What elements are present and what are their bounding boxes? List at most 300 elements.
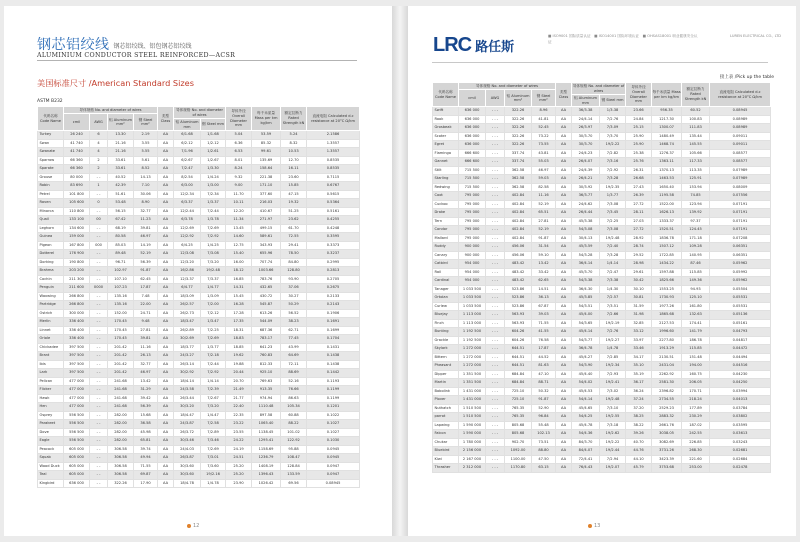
table-cell: 6/3.37: [174, 199, 201, 208]
table-row: [433, 285, 771, 294]
table-cell: 1/3.09: [201, 292, 226, 301]
table-cell: 1825.66: [652, 277, 682, 286]
table-cell: 1/4.78: [201, 479, 226, 488]
table-cell: 322.26: [505, 124, 532, 133]
table-cell: 26/4.21: [572, 175, 600, 184]
table-cell: Gannet: [433, 158, 459, 167]
table-cell: 644.51: [505, 353, 532, 362]
table-cell: 795 000: [459, 217, 486, 226]
table-cell: - - -: [486, 311, 505, 320]
table-cell: 35.19: [626, 370, 652, 379]
table-cell: 18.12: [226, 267, 252, 276]
table-cell: Ibis: [38, 360, 64, 369]
table-cell: 13.45: [226, 224, 252, 233]
table-cell: 7/3.28: [600, 175, 626, 184]
table-cell: 39.74: [134, 445, 158, 454]
table-cell: 1 272 000: [459, 362, 486, 371]
table-cell: Ortolan: [433, 294, 459, 303]
table-cell: 477 000: [64, 386, 90, 395]
table-cell: 33.61: [108, 165, 134, 174]
table-cell: AA: [158, 420, 174, 429]
table-cell: 24/3.87: [174, 420, 201, 429]
table-cell: 30/3.92: [572, 183, 600, 192]
table-row: [433, 464, 771, 473]
table-cell: 1363.11: [652, 158, 682, 167]
table-cell: 902.70: [505, 438, 532, 447]
table-cell: 206.05: [682, 379, 710, 388]
table-cell: 0.05531: [710, 294, 771, 303]
table-cell: 7/3.09: [600, 124, 626, 133]
table-row: [38, 445, 360, 454]
table-cell: 31.59: [626, 302, 652, 311]
table-cell: 45/4.27: [572, 353, 600, 362]
table-cell: 306.58: [108, 471, 134, 480]
table-cell: 171.18: [682, 234, 710, 243]
table-cell: 000: [90, 241, 108, 250]
table-cell: 93.90: [281, 275, 307, 284]
table-cell: 0.4255: [307, 216, 360, 225]
table-row: [38, 207, 360, 216]
table-cell: AA: [556, 251, 572, 260]
table-cell: 7/2.25: [600, 217, 626, 226]
table-cell: Kiwi: [433, 455, 459, 464]
table-cell: 2277.80: [652, 336, 682, 345]
table-cell: - - -: [486, 285, 505, 294]
table-cell: 7/2.57: [600, 294, 626, 303]
table-cell: 26/2.73: [174, 309, 201, 318]
table-cell: 22.00: [134, 301, 158, 310]
table-cell: - - -: [486, 158, 505, 167]
table-cell: 19/2.44: [600, 447, 626, 456]
table-cell: Chukar: [433, 438, 459, 447]
table-cell: 0.03595: [710, 421, 771, 430]
table-cell: 337.74: [505, 158, 532, 167]
table-cell: AA: [556, 336, 572, 345]
table-row: [38, 301, 360, 310]
table-cell: AA: [556, 328, 572, 337]
table-row: [38, 199, 360, 208]
table-cell: - - -: [486, 175, 505, 184]
table-cell: 0.5615: [307, 190, 360, 199]
table-cell: 636 000: [459, 132, 486, 141]
header-row: [433, 83, 771, 90]
col-steel-area: 钢 Steel mm²: [532, 90, 556, 107]
table-cell: 27.03: [626, 217, 652, 226]
table-cell: 31.29: [134, 386, 158, 395]
table-cell: 0.06351: [710, 251, 771, 260]
table-cell: 25.90: [626, 141, 652, 150]
table-cell: 2127.53: [652, 319, 682, 328]
table-cell: AA: [158, 207, 174, 216]
table-cell: 26/2.57: [174, 301, 201, 310]
table-cell: 1/2.12: [201, 139, 226, 148]
table-cell: 7/2.76: [600, 115, 626, 124]
table-cell: 7/3.02: [600, 387, 626, 396]
table-cell: - -: [90, 258, 108, 267]
table-cell: 0.08577: [710, 158, 771, 167]
table-cell: 45/4.40: [572, 370, 600, 379]
table-cell: 954 000: [459, 268, 486, 277]
table-cell: Bunting: [433, 328, 459, 337]
table-cell: 27.81: [532, 217, 556, 226]
table-cell: 266 800: [64, 292, 90, 301]
table-cell: 0.07191: [710, 226, 771, 235]
table-cell: 33.46: [626, 345, 652, 354]
table-cell: 1.3557: [307, 148, 360, 157]
table-cell: - - -: [486, 421, 505, 430]
table-cell: 41 740: [64, 148, 90, 157]
table-cell: 456.06: [505, 243, 532, 252]
table-cell: 0.0947: [307, 471, 360, 480]
table-cell: 0.1193: [307, 377, 360, 386]
table-cell: 0.05161: [710, 319, 771, 328]
table-cell: 636 000: [459, 107, 486, 116]
table-cell: 1553.25: [652, 285, 682, 294]
table-cell: 7/2.93: [600, 370, 626, 379]
table-cell: AA: [556, 387, 572, 396]
table-cell: 1.3557: [307, 139, 360, 148]
table-cell: 5.55: [134, 148, 158, 157]
acsr-table-left: [37, 106, 360, 488]
table-cell: 0.1704: [307, 335, 360, 344]
table-cell: AA: [158, 292, 174, 301]
brand-logo: [433, 34, 514, 57]
table-cell: Brant: [38, 352, 64, 361]
table-cell: 13.42: [134, 377, 158, 386]
table-cell: 135.69: [252, 156, 281, 165]
col-code-name: 代码名称 Code Name: [38, 107, 64, 131]
table-cell: 230.29: [682, 413, 710, 422]
table-row: [433, 319, 771, 328]
table-cell: 124.45: [682, 226, 710, 235]
table-row: [38, 326, 360, 335]
table-cell: 0.03243: [710, 438, 771, 447]
table-cell: 253.00: [682, 464, 710, 473]
table-cell: 54/3.51: [572, 302, 600, 311]
table-cell: 133.59: [281, 471, 307, 480]
table-cell: - - -: [486, 447, 505, 456]
table-cell: 19/2.22: [600, 438, 626, 447]
table-cell: 1195.58: [652, 192, 682, 201]
table-cell: 337.74: [505, 149, 532, 158]
table-cell: 1 192 500: [459, 336, 486, 345]
table-cell: 0.8535: [307, 156, 360, 165]
table-cell: Stilt: [433, 166, 459, 175]
table-cell: AA: [158, 437, 174, 446]
table-cell: 282.00: [108, 428, 134, 437]
table-cell: 1 272 000: [459, 345, 486, 354]
left-page: [4, 6, 392, 536]
table-cell: 24/4.14: [572, 115, 600, 124]
table-cell: 8.52: [134, 165, 158, 174]
table-cell: - -: [90, 394, 108, 403]
table-cell: 0.5161: [307, 207, 360, 216]
table-cell: 86.63: [281, 394, 307, 403]
table-cell: AA: [556, 115, 572, 124]
table-cell: - - -: [486, 251, 505, 260]
table-cell: 59.03: [532, 175, 556, 184]
table-cell: 19/2.27: [600, 336, 626, 345]
table-cell: 306.58: [108, 462, 134, 471]
table-cell: AA: [158, 182, 174, 191]
table-cell: 47.10: [532, 370, 556, 379]
table-cell: 636 000: [64, 479, 90, 488]
table-cell: 6/3.78: [174, 216, 201, 225]
table-cell: 24/4.62: [572, 200, 600, 209]
table-cell: Redwing: [433, 183, 459, 192]
table-cell: 24/3.58: [174, 386, 201, 395]
table-cell: 170.45: [108, 326, 134, 335]
table-cell: 6/4.77: [174, 284, 201, 293]
table-cell: 1730.93: [652, 294, 682, 303]
table-cell: 41 740: [64, 139, 90, 148]
table-cell: 636 000: [459, 124, 486, 133]
table-cell: 38.22: [626, 421, 652, 430]
table-cell: 36/3.77: [572, 192, 600, 201]
table-cell: Grosbeak: [433, 124, 459, 133]
table-cell: AA: [158, 301, 174, 310]
table-cell: 61.70: [281, 224, 307, 233]
table-cell: Kingbird: [38, 479, 64, 488]
table-cell: 1996.60: [652, 328, 682, 337]
table-cell: Ostrich: [38, 309, 64, 318]
table-cell: 211 600: [64, 284, 90, 293]
table-cell: AA: [158, 139, 174, 148]
table-cell: 201.42: [108, 343, 134, 352]
table-row: [38, 360, 360, 369]
col-class: 类型 Class: [556, 83, 572, 107]
table-cell: - -: [90, 224, 108, 233]
table-cell: 105 600: [64, 199, 90, 208]
table-cell: 123.94: [682, 200, 710, 209]
table-cell: 0.07989: [710, 175, 771, 184]
table-cell: 925.10: [252, 369, 281, 378]
table-cell: Mallard: [433, 234, 459, 243]
table-cell: 0.1442: [307, 369, 360, 378]
table-row: [38, 224, 360, 233]
table-cell: 0.2143: [307, 301, 360, 310]
table-cell: 14.13: [134, 173, 158, 182]
table-cell: - - -: [486, 294, 505, 303]
table-cell: AA: [556, 447, 572, 456]
table-cell: 24.51: [226, 454, 252, 463]
page-number: 13: [588, 523, 600, 529]
table-cell: 19/2.48: [201, 267, 226, 276]
table-cell: 56.15: [108, 207, 134, 216]
table-cell: 4: [90, 139, 108, 148]
table-cell: - - -: [486, 328, 505, 337]
table-cell: AA: [556, 379, 572, 388]
table-cell: 102.97: [108, 267, 134, 276]
table-cell: 83 690: [64, 182, 90, 191]
table-cell: - -: [90, 326, 108, 335]
table-cell: 7/2.47: [600, 268, 626, 277]
table-cell: Merlin: [38, 318, 64, 327]
table-cell: 456.06: [505, 251, 532, 260]
table-cell: - -: [90, 207, 108, 216]
table-row: [433, 404, 771, 413]
section-heading: 美国标准尺寸 /American Standard Sizes: [37, 78, 194, 88]
table-cell: 26.13: [134, 352, 158, 361]
table-cell: Swanate: [38, 148, 64, 157]
table-cell: 60.88: [281, 411, 307, 420]
table-cell: 30/2.69: [174, 335, 201, 344]
table-cell: 18.85: [226, 343, 252, 352]
table-cell: 0.05962: [710, 260, 771, 269]
table-cell: 34.17: [626, 353, 652, 362]
table-cell: 7/3.08: [600, 200, 626, 209]
table-cell: 30.06: [134, 190, 158, 199]
table-cell: 2431.04: [652, 362, 682, 371]
table-cell: 636 000: [459, 115, 486, 124]
table-cell: 56.52: [281, 309, 307, 318]
table-cell: 76/4.43: [572, 464, 600, 473]
table-cell: 203 200: [64, 267, 90, 276]
table-cell: AA: [158, 428, 174, 437]
table-cell: 00: [90, 216, 108, 225]
table-cell: - - -: [486, 141, 505, 150]
table-row: [38, 139, 360, 148]
table-cell: 6/3.00: [174, 182, 201, 191]
table-cell: 46.97: [532, 166, 556, 175]
table-row: [433, 158, 771, 167]
table-cell: AA: [158, 377, 174, 386]
table-cell: 0.0947: [307, 462, 360, 471]
table-cell: 135.16: [108, 301, 134, 310]
table-cell: 1 351 500: [459, 370, 486, 379]
table-cell: 430.72: [252, 292, 281, 301]
table-cell: 725.10: [505, 387, 532, 396]
table-cell: 54/4.36: [572, 430, 600, 439]
table-cell: - - -: [486, 277, 505, 286]
table-cell: 1 590 000: [459, 421, 486, 430]
table-cell: Cuckoo: [433, 200, 459, 209]
table-row: [433, 268, 771, 277]
col-resistance: 直流电阻 Calculated d.c resistance at 20°C Ω/km: [710, 83, 771, 107]
table-cell: Cochin: [38, 275, 64, 284]
table-cell: - -: [90, 301, 108, 310]
table-cell: 8.90: [134, 199, 158, 208]
table-cell: 0.05531: [710, 302, 771, 311]
table-cell: 7/2.58: [201, 420, 226, 429]
table-row: [38, 403, 360, 412]
header-row: [38, 107, 360, 114]
table-cell: 0.1027: [307, 428, 360, 437]
table-cell: 1/3.77: [201, 343, 226, 352]
table-cell: 783.17: [252, 335, 281, 344]
table-cell: 64.69: [281, 352, 307, 361]
table-cell: 0.02684: [710, 455, 771, 464]
table-cell: 0.2813: [307, 267, 360, 276]
table-cell: 0.1438: [307, 360, 360, 369]
table-cell: 108.47: [281, 454, 307, 463]
brand-chinese: 路任斯: [475, 40, 515, 55]
table-cell: 2: [90, 165, 108, 174]
table-cell: 50.29: [281, 301, 307, 310]
table-cell: 343.93: [252, 241, 281, 250]
table-cell: 1170.80: [505, 464, 532, 473]
table-cell: 0.03802: [710, 413, 771, 422]
table-cell: 32.85: [626, 319, 652, 328]
table-cell: 135.44: [682, 132, 710, 141]
table-cell: 49.94: [134, 454, 158, 463]
table-cell: 2 167 000: [459, 455, 486, 464]
table-cell: 3731.26: [652, 447, 682, 456]
table-cell: Robin: [38, 182, 64, 191]
col-cmil: cmil: [459, 90, 486, 107]
table-cell: 7/2.76: [600, 328, 626, 337]
table-cell: 0.1027: [307, 420, 360, 429]
table-cell: 402.84: [505, 234, 532, 243]
table-cell: 7/3.38: [600, 277, 626, 286]
table-cell: 21.16: [108, 139, 134, 148]
table-cell: - -: [90, 275, 108, 284]
table-cell: - -: [90, 420, 108, 429]
table-cell: 1092.00: [505, 447, 532, 456]
table-cell: - -: [90, 437, 108, 446]
table-row: [38, 131, 360, 140]
table-cell: 71.55: [532, 319, 556, 328]
table-cell: Penguin: [38, 284, 64, 293]
acsr-table-right: [432, 82, 771, 473]
table-cell: 3082.69: [652, 438, 682, 447]
table-cell: - -: [90, 454, 108, 463]
table-cell: - - -: [486, 387, 505, 396]
table-cell: AA: [158, 454, 174, 463]
table-cell: - -: [90, 250, 108, 259]
table-cell: 30.42: [626, 277, 652, 286]
table-cell: 1626.13: [652, 209, 682, 218]
table-cell: 128.84: [281, 462, 307, 471]
table-cell: 7/2.92: [600, 166, 626, 175]
table-row: [433, 260, 771, 269]
table-cell: Petrel: [38, 190, 64, 199]
title-divider: [37, 60, 357, 61]
table-cell: 7/2.94: [600, 455, 626, 464]
table-cell: 65.81: [134, 437, 158, 446]
table-row: [433, 447, 771, 456]
table-cell: AA: [158, 462, 174, 471]
table-cell: - -: [90, 360, 108, 369]
table-cell: 33.42: [532, 268, 556, 277]
right-page: [408, 6, 796, 536]
table-cell: 7/2.12: [201, 309, 226, 318]
table-cell: 10.11: [226, 199, 252, 208]
table-cell: - -: [90, 445, 108, 454]
table-cell: 805.68: [505, 421, 532, 430]
table-cell: 0.1201: [307, 403, 360, 412]
table-cell: 62.71: [281, 326, 307, 335]
table-cell: 2.19: [134, 131, 158, 140]
table-cell: 8.32: [281, 139, 307, 148]
table-cell: 18.31: [226, 326, 252, 335]
table-cell: 96.84: [532, 413, 556, 422]
table-row: [38, 428, 360, 437]
table-cell: AA: [556, 183, 572, 192]
table-cell: 362.58: [505, 166, 532, 175]
table-cell: 1026.42: [252, 479, 281, 488]
table-cell: 306.58: [108, 445, 134, 454]
table-cell: Dove: [38, 428, 64, 437]
table-cell: 30/2.92: [174, 369, 201, 378]
table-cell: 954 000: [459, 277, 486, 286]
table-cell: Raven: [38, 199, 64, 208]
table-cell: 322.26: [505, 141, 532, 150]
table-cell: - -: [90, 292, 108, 301]
table-cell: 0.7115: [307, 173, 360, 182]
table-cell: 1468.74: [652, 141, 682, 150]
table-cell: 1/3.77: [600, 192, 626, 201]
